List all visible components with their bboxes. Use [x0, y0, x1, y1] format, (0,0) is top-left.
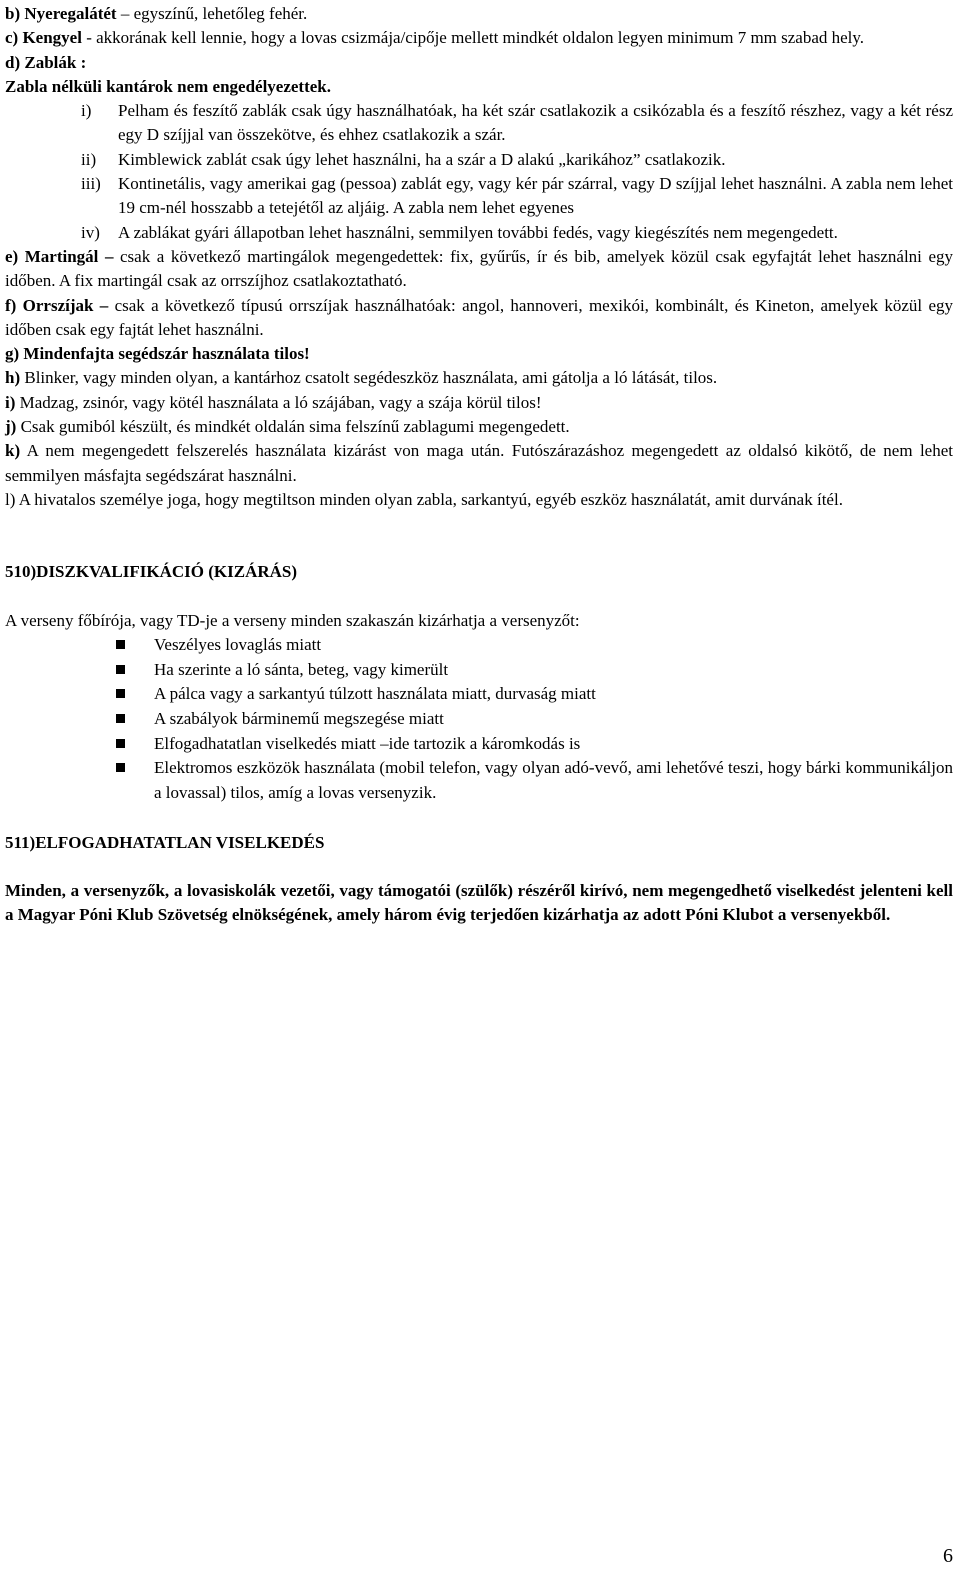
item-b-label: b) Nyeregalátét: [5, 4, 117, 23]
item-e-label: Martingál: [24, 246, 99, 266]
bit-rule-1: i) Pelham és feszítő zablák csak úgy használhatóak, ha két szár csatlakozik a csikózabla és a feszítő részhez, vagy a két rész egy D szíjjal van összekötve, és ehhez csatlakozik a szár.: [81, 101, 953, 145]
bit-rule-4: iv) A zablákat gyári állapotban lehet használni, semmilyen további fedés, vagy kiegészítés nem megengedett.: [81, 222, 838, 242]
item-i: i) Madzag, zsinór, vagy kötél használata a ló szájában, vagy a szája körül tilos!: [5, 392, 542, 412]
section-511-text: Minden, a versenyzők, a lovasiskolák vezetői, vagy támogatói (szülők) részéről kirívó, nem megengedhető viselkedést jelenteni kell a Magyar Póni Klub Szövetség elnökségének, amely három évig terjedően kizárhatja az adott Póni Klubot a versenyekből.: [5, 881, 953, 925]
item-h: h) Blinker, vagy minden olyan, a kantárhoz csatolt segédeszköz használata, ami gátolja a ló látását, tilos.: [5, 368, 718, 388]
disqualification-list: [5, 633, 953, 806]
square-bullet-icon: [116, 732, 154, 757]
item-j: j) Csak gumiból készült, és mindkét oldalán sima felszínű zablagumi megengedett.: [5, 417, 570, 437]
item-b-text: egyszínű, lehetőleg fehér.: [133, 4, 308, 23]
item-f-label: Orrszíjak: [22, 295, 94, 315]
item-c-text: - akkorának kell lennie, hogy a lovas csizmája/cipője mellett mindkét oldalon legyen minimum 7 mm szabad hely.: [81, 28, 865, 48]
list-item: Elfogadhatatlan viselkedés miatt –ide tartozik a káromkodás is: [116, 732, 953, 757]
section-510-heading: 510)DISZKVALIFIKÁCIÓ (KIZÁRÁS): [5, 562, 298, 582]
item-c: [5, 26, 953, 50]
list-item: Ha szerinte a ló sánta, beteg, vagy kimerült: [116, 658, 953, 683]
page-number: 6: [943, 1545, 953, 1567]
list-item: A pálca vagy a sarkantyú túlzott használata miatt, durvaság miatt: [116, 682, 953, 707]
item-d-intro: Zabla nélküli kantárok nem engedélyezettek.: [5, 76, 331, 96]
section-511-heading: 511)ELFOGADHATATLAN VISELKEDÉS: [5, 832, 325, 852]
square-bullet-icon: [116, 682, 154, 707]
item-b: b) Nyeregalátét – egyszínű, lehetőleg fehér.: [5, 4, 308, 23]
bit-rule-3: iii) Kontinetális, vagy amerikai gag (pessoa) zablát egy, vagy kér pár szárral, vagy D szíjjal lehet használni. A zabla nem lehet 19 cm-nél hosszabb a tetejétől az aljáig. A zabla nem lehet egyenes: [81, 174, 953, 218]
item-g: g) Mindenfajta segédszár használata tilos!: [5, 344, 310, 364]
item-c-label: c) Kengyel: [5, 28, 82, 48]
item-e: e) Martingál – csak a következő martingálok megengedettek: fix, gyűrűs, ír és bib, amelyek közül csak egyfajtát lehet használni egy időben. A fix martingál csak az orrszíjhoz csatlakoztatható.: [5, 246, 953, 291]
square-bullet-icon: [116, 658, 154, 683]
item-d-label: d) Zablák :: [5, 52, 87, 72]
square-bullet-icon: [116, 707, 154, 732]
list-item: A szabályok bárminemű megszegése miatt: [116, 707, 953, 732]
document-page: [5, 2, 953, 928]
square-bullet-icon: [116, 633, 154, 658]
section-510-intro: A verseny főbírója, vagy TD-je a verseny minden szakaszán kizárhatja a versenyzőt:: [5, 610, 580, 630]
square-bullet-icon: [116, 756, 154, 805]
item-k: k) A nem megengedett felszerelés használata kizárást von maga után. Futószárazáshoz megengedett az oldalsó kikötő, de nem lehet semmilyen másfajta segédszárat használni.: [5, 441, 953, 485]
list-item: Elektromos eszközök használata (mobil telefon, vagy olyan adó-vevő, ami lehetővé teszi, hogy bárki kommunikáljon a lovassal) tilos, amíg a lovas versenyzik.: [116, 756, 953, 805]
item-l: l) A hivatalos személye joga, hogy megtiltson minden olyan zabla, sarkantyú, egyéb eszköz használatát, amit durvának ítél.: [5, 489, 843, 509]
bit-rule-2: ii) Kimblewick zablát csak úgy lehet használni, ha a szár a D alakú „karikához” csatlakozik.: [81, 149, 726, 169]
list-item: Veszélyes lovaglás miatt: [116, 633, 953, 658]
item-f: f) Orrszíjak – csak a következő típusú orrszíjak használhatóak: angol, hannoveri, mexikói, kombinált, és Kineton, amelyek közül egy időben csak egy fajtát lehet használni.: [5, 295, 954, 339]
